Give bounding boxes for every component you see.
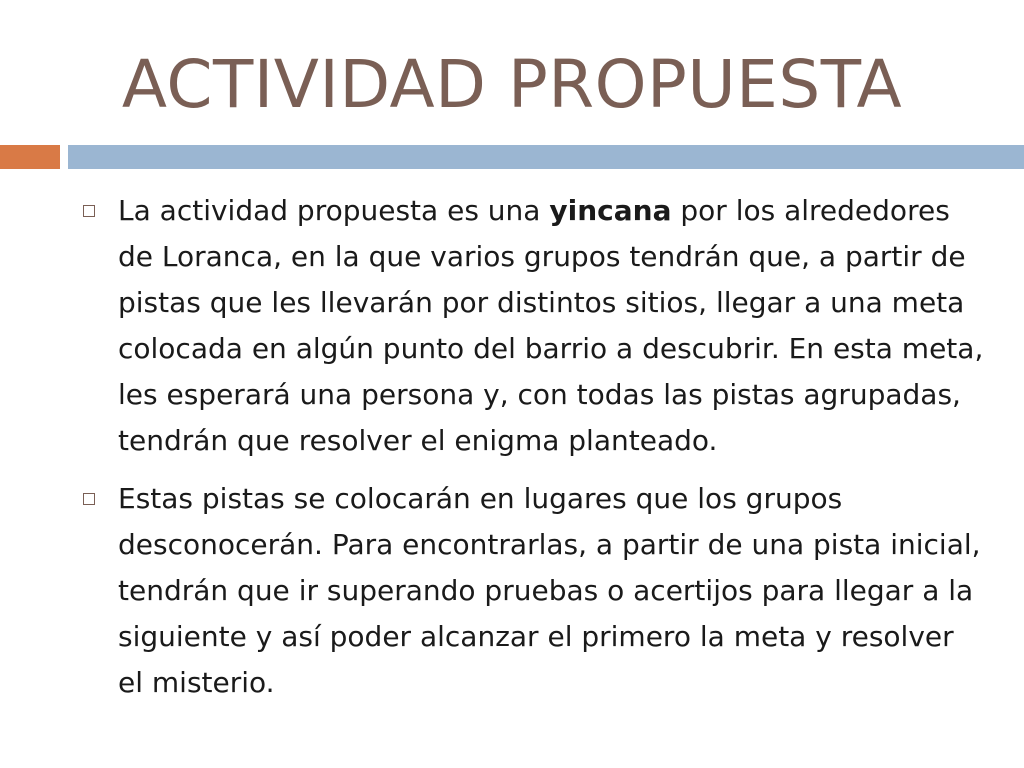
accent-bar-blue — [68, 145, 1024, 169]
bullet-1-bold-term: yincana — [549, 194, 672, 227]
square-bullet-icon — [83, 493, 95, 505]
bullet-item-1 — [80, 188, 985, 464]
bullet-1-text-end: por los alrededores de Loranca, en la que varios grupos tendrán que, a partir de pistas que les llevarán por distintos sitios, llegar a una meta colocada en algún punto del barrio a descubrir. En esta meta, les esperará una persona y, con todas las pistas agrupadas, tendrán que resolver el enigma planteado. — [118, 194, 984, 457]
accent-bar-orange — [0, 145, 60, 169]
bullet-2-text: Estas pistas se colocarán en lugares que los grupos desconocerán. Para encontrarlas, a partir de una pista inicial, tendrán que ir superando pruebas o acertijos para llegar a la siguiente y así poder alcanzar el primero la meta y resolver el misterio. — [118, 482, 981, 699]
bullet-1-text-start: La actividad propuesta es una — [118, 194, 550, 227]
square-bullet-icon — [83, 205, 95, 217]
bullet-item-2 — [80, 476, 985, 706]
bullet-list — [80, 188, 985, 718]
slide-title: ACTIVIDAD PROPUESTA — [121, 46, 903, 123]
